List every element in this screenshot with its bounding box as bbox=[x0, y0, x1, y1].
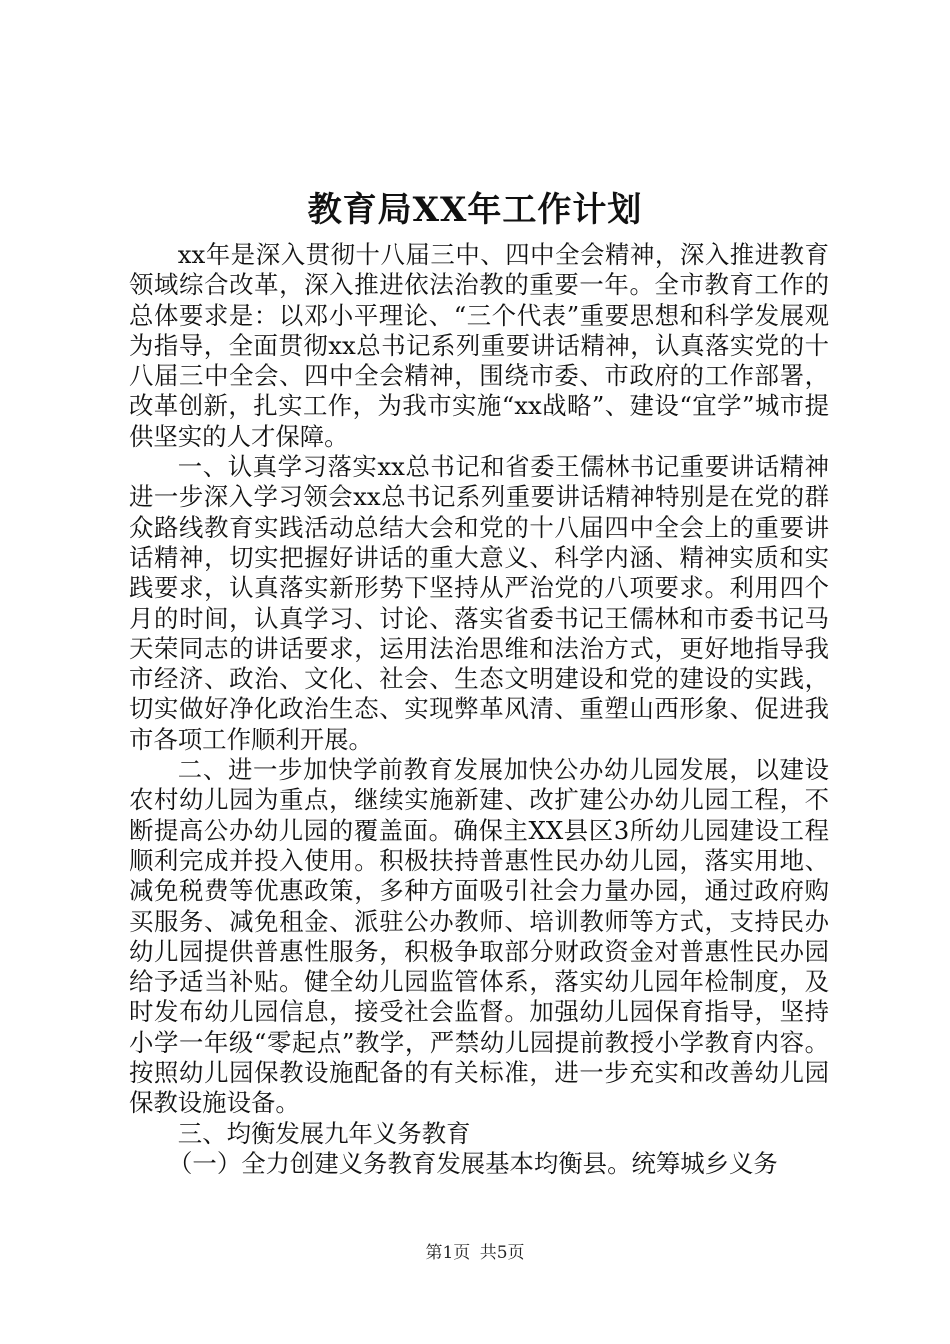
document-body bbox=[129, 240, 829, 1179]
paragraph-subsection-1: （一）全力创建义务教育发展基本均衡县。统筹城乡义务 bbox=[168, 1148, 778, 1178]
document-title: 教育局XX年工作计划 bbox=[307, 190, 643, 230]
paragraph-section-2: 二、进一步加快学前教育发展加快公办幼儿园发展，以建设农村幼儿园为重点，继续实施新建、改扩建公办幼儿园工程，不断提高公办幼儿园的覆盖面。确保主XX县区3所幼儿园建设工程顺利完成并投入使用。积极扶持普惠性民办幼儿园，落实用地、减免税费等优惠政策，多种方面吸引社会力量办园，通过政府购买服务、减免租金、派驻公办教师、培训教师等方式，支持民办幼儿园提供普惠性服务，积极争取部分财政资金对普惠性民办园给予适当补贴。健全幼儿园监管体系，落实幼儿园年检制度，及时发布幼儿园信息，接受社会监督。加强幼儿园保育指导，坚持小学一年级“零起点”教学，严禁幼儿园提前教授小学教育内容。按照幼儿园保教设施配备的有关标准，进一步充实和改善幼儿园保教设施设备。 bbox=[129, 755, 829, 1118]
paragraph-intro: xx年是深入贯彻十八届三中、四中全会精神，深入推进教育领域综合改革，深入推进依法治教的重要一年。全市教育工作的总体要求是：以邓小平理论、“三个代表”重要思想和科学发展观为指导，全面贯彻xx总书记系列重要讲话精神，认真落实党的十八届三中全会、四中全会精神，围绕市委、市政府的工作部署，改革创新，扎实工作，为我市实施“xx战略”、建设“宜学”城市提供坚实的人才保障。 bbox=[129, 240, 829, 451]
section-heading-3: 三、均衡发展九年义务教育 bbox=[177, 1118, 471, 1148]
page-total: 共5页 bbox=[479, 1243, 525, 1263]
page-number: 第1页 bbox=[425, 1243, 471, 1263]
paragraph-section-1: 一、认真学习落实xx总书记和省委王儒林书记重要讲话精神进一步深入学习领会xx总书记系列重要讲话精神特别是在党的群众路线教育实践活动总结大会和党的十八届四中全会上的重要讲话精神，切实把握好讲话的重大意义、科学内涵、精神实质和实践要求，认真落实新形势下坚持从严治党的八项要求。利用四个月的时间，认真学习、讨论、落实省委书记王儒林和市委书记马天荣同志的讲话要求，运用法治思维和法治方式，更好地指导我市经济、政治、文化、社会、生态文明建设和党的建设的实践，切实做好净化政治生态、实现弊革风清、重塑山西形象、促进我市各项工作顺利开展。 bbox=[129, 452, 829, 754]
page-footer bbox=[0, 1241, 950, 1265]
